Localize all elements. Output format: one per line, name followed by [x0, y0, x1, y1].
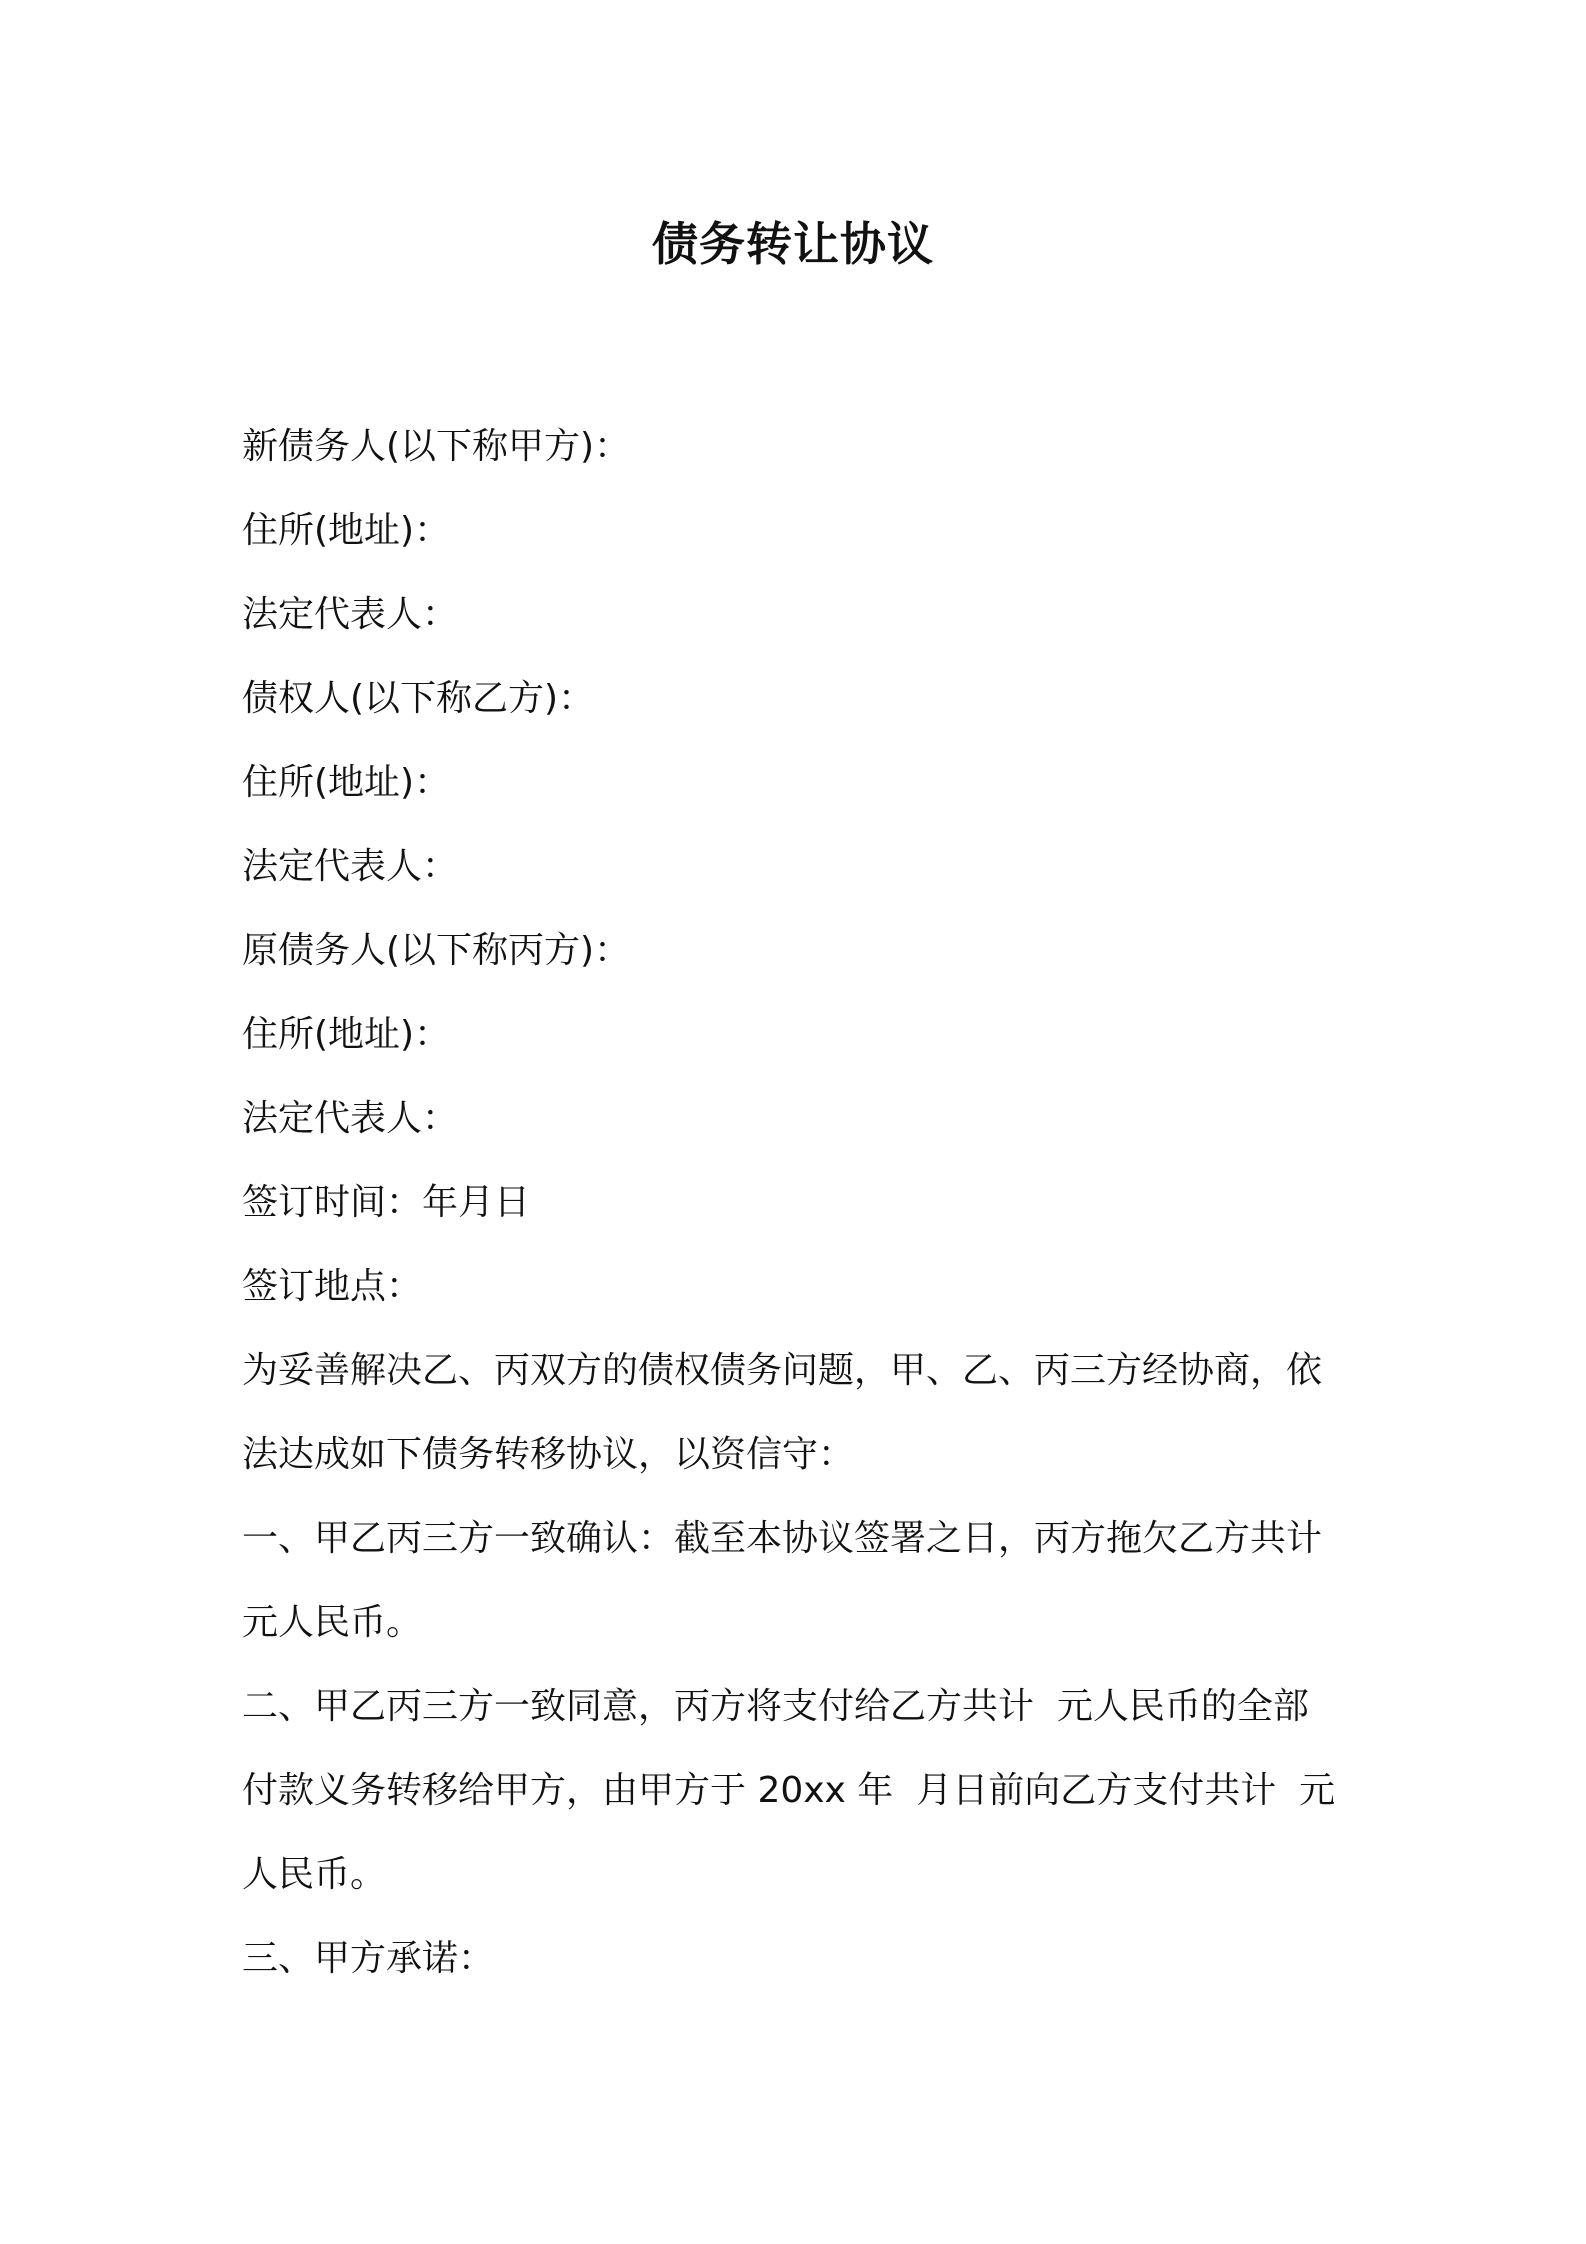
party-b-label: 债权人(以下称乙方)：: [242, 678, 595, 719]
party-a-representative-label: 法定代表人：: [242, 594, 459, 635]
party-c-label: 原债务人(以下称丙方)：: [242, 930, 631, 971]
party-a-label: 新债务人(以下称甲方)：: [242, 426, 631, 467]
clause-1-line-1: 一、甲乙丙三方一致确认：截至本协议签署之日，丙方拖欠乙方共计: [242, 1518, 1323, 1559]
party-a-address-label: 住所(地址)：: [242, 510, 451, 551]
signing-place-label: 签订地点：: [242, 1266, 423, 1307]
clause-2-line-2: 付款义务转移给甲方，由甲方于 20xx 年 月日前向乙方支付共计 元: [242, 1770, 1336, 1811]
clause-2-line-1: 二、甲乙丙三方一致同意，丙方将支付给乙方共计 元人民币的全部: [242, 1686, 1309, 1727]
clause-3-heading: 三、甲方承诺：: [242, 1938, 495, 1979]
document-title: 债务转让协议: [652, 217, 934, 271]
party-c-address-label: 住所(地址)：: [242, 1014, 451, 1055]
clause-2-line-3: 人民币。: [242, 1854, 387, 1895]
clause-1-line-2: 元人民币。: [242, 1602, 423, 1643]
document-body: [242, 405, 1362, 2001]
party-b-address-label: 住所(地址)：: [242, 762, 451, 803]
party-b-representative-label: 法定代表人：: [242, 846, 459, 887]
preamble-line-2: 法达成如下债务转移协议，以资信守：: [242, 1434, 855, 1475]
party-c-representative-label: 法定代表人：: [242, 1098, 459, 1139]
preamble-line-1: 为妥善解决乙、丙双方的债权债务问题，甲、乙、丙三方经协商，依: [242, 1350, 1323, 1391]
signing-date-label: 签订时间：年月日: [242, 1182, 531, 1223]
